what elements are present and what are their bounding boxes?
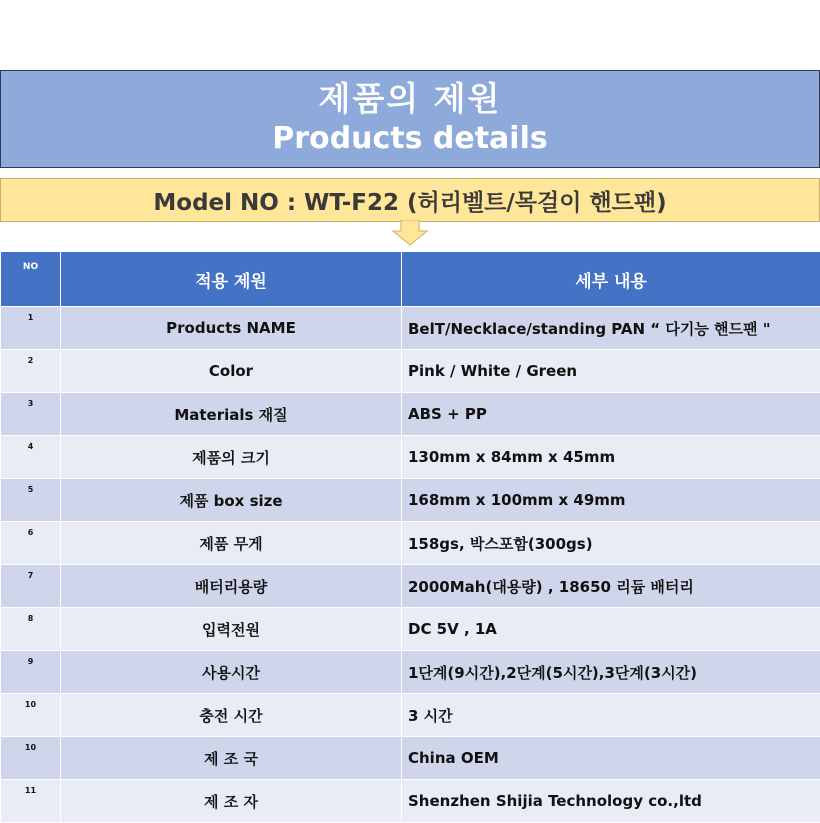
row-detail: Shenzhen Shijia Technology co.,ltd — [402, 780, 820, 823]
table-row — [1, 479, 820, 522]
row-detail: 158gs, 박스포함(300gs) — [402, 522, 820, 565]
row-number: 3 — [1, 393, 61, 436]
row-number: 10 — [1, 737, 61, 780]
model-number-banner — [0, 178, 820, 222]
table-row — [1, 350, 820, 393]
row-item: 입력전원 — [61, 608, 402, 651]
row-number: 11 — [1, 780, 61, 823]
row-item: Materials 재질 — [61, 393, 402, 436]
row-detail: 168mm x 100mm x 49mm — [402, 479, 820, 522]
row-item: 사용시간 — [61, 651, 402, 694]
row-item: 제품 box size — [61, 479, 402, 522]
row-number: 4 — [1, 436, 61, 479]
row-detail: China OEM — [402, 737, 820, 780]
row-number: 7 — [1, 565, 61, 608]
column-header-detail: 세부 내용 — [402, 252, 820, 307]
model-number-text: Model NO : WT-F22 (허리벨트/목걸이 핸드팬) — [153, 184, 666, 217]
row-detail: 3 시간 — [402, 694, 820, 737]
row-detail: 1단계(9시간),2단계(5시간),3단계(3시간) — [402, 651, 820, 694]
row-item: 배터리용량 — [61, 565, 402, 608]
table-row — [1, 694, 820, 737]
title-banner — [0, 70, 820, 168]
table-row — [1, 565, 820, 608]
row-detail: 130mm x 84mm x 45mm — [402, 436, 820, 479]
row-item: 제품 무게 — [61, 522, 402, 565]
row-detail: BelT/Necklace/standing PAN “ 다기능 핸드팬 " — [402, 307, 820, 350]
row-item: 충전 시간 — [61, 694, 402, 737]
row-item: 제 조 자 — [61, 780, 402, 823]
specs-table — [0, 251, 820, 823]
table-row — [1, 780, 820, 823]
table-row — [1, 307, 820, 350]
page-title-korean: 제품의 제원 — [319, 79, 502, 119]
row-number: 1 — [1, 307, 61, 350]
row-number: 2 — [1, 350, 61, 393]
row-detail: 2000Mah(대용량) , 18650 리듐 배터리 — [402, 565, 820, 608]
row-number: 10 — [1, 694, 61, 737]
table-row — [1, 522, 820, 565]
down-arrow-icon — [392, 220, 428, 246]
row-number: 9 — [1, 651, 61, 694]
table-row — [1, 608, 820, 651]
page-title-english: Products details — [272, 119, 547, 159]
row-item: Color — [61, 350, 402, 393]
row-detail: DC 5V , 1A — [402, 608, 820, 651]
row-item: 제품의 크기 — [61, 436, 402, 479]
row-item: 제 조 국 — [61, 737, 402, 780]
column-header-no: NO — [1, 252, 61, 307]
row-item: Products NAME — [61, 307, 402, 350]
table-row — [1, 436, 820, 479]
table-row — [1, 393, 820, 436]
row-number: 8 — [1, 608, 61, 651]
table-row — [1, 737, 820, 780]
row-detail: Pink / White / Green — [402, 350, 820, 393]
row-number: 6 — [1, 522, 61, 565]
row-detail: ABS + PP — [402, 393, 820, 436]
row-number: 5 — [1, 479, 61, 522]
column-header-item: 적용 제원 — [61, 252, 402, 307]
table-row — [1, 651, 820, 694]
table-header-row — [1, 252, 820, 307]
